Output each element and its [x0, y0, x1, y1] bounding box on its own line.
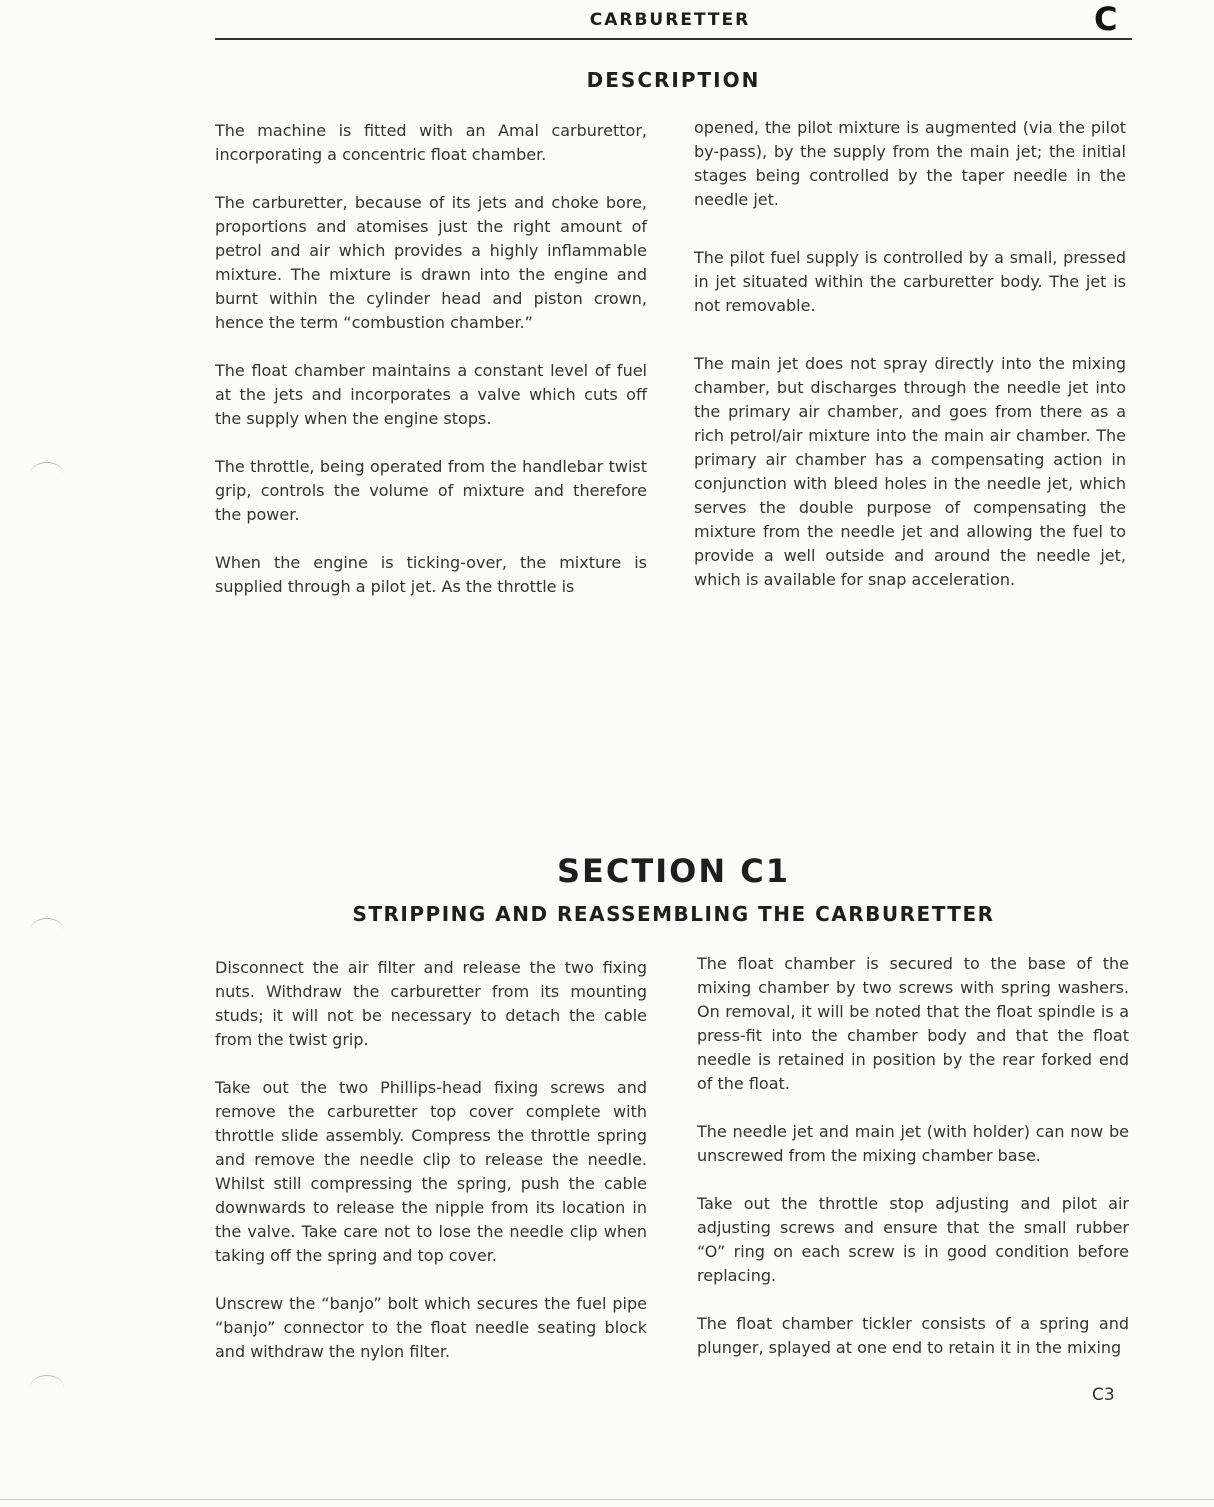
paragraph: Take out the throttle stop adjusting and pilot air adjusting screws and ensure that the small rubber “O” ring on each screw is in good condition before replacing. — [697, 1194, 1129, 1285]
paragraph: The throttle, being operated from the handlebar twist grip, controls the volume of mixture and therefore the power. — [215, 457, 647, 524]
paragraph: Disconnect the air filter and release the two fixing nuts. Withdraw the carburetter from its mounting studs; it will not be necessary to detach the cable from the twist grip. — [215, 958, 647, 1049]
section-letter-tab: C — [1094, 0, 1118, 38]
paragraph: opened, the pilot mixture is augmented (via the pilot by-pass), by the supply from the main jet; the initial stages being controlled by the taper needle in the needle jet. — [694, 118, 1126, 209]
paragraph: The pilot fuel supply is controlled by a small, pressed in jet situated within the carburetter body. The jet is not removable. — [694, 248, 1126, 315]
paragraph: Unscrew the “banjo” bolt which secures the fuel pipe “banjo” connector to the float needle seating block and withdraw the nylon filter. — [215, 1294, 647, 1361]
description-heading: DESCRIPTION — [586, 68, 761, 92]
running-header-title: CARBURETTER — [589, 10, 751, 30]
stripping-left-column — [215, 956, 647, 1388]
paragraph: The float chamber tickler consists of a spring and plunger, splayed at one end to retain it in the mixing — [697, 1314, 1129, 1357]
binder-hole-mark — [30, 918, 64, 943]
binder-hole-mark — [30, 1375, 64, 1400]
page-number: C3 — [1092, 1385, 1115, 1405]
page-bottom-edge — [0, 1499, 1214, 1500]
binder-hole-mark — [30, 462, 64, 487]
paragraph: The needle jet and main jet (with holder) can now be unscrewed from the mixing chamber base. — [697, 1122, 1129, 1165]
paragraph: The float chamber is secured to the base of the mixing chamber by two screws with spring washers. On removal, it will be noted that the float spindle is a press-fit into the chamber body and that the float needle is retained in position by the rear forked end of the float. — [697, 954, 1129, 1093]
paragraph: The main jet does not spray directly into the mixing chamber, but discharges through the needle jet into the primary air chamber, and goes from there as a rich petrol/air mixture into the main air chamber. The primary air chamber has a compensating action in conjunction with bleed holes in the needle jet, which serves the double purpose of compensating the mixture from the needle jet and allowing the fuel to provide a well outside and around the needle jet, which is available for snap acceleration. — [694, 354, 1126, 589]
description-right-column — [694, 116, 1126, 616]
section-heading: SECTION C1 — [557, 852, 790, 890]
paragraph: When the engine is ticking-over, the mixture is supplied through a pilot jet. As the throttle is — [215, 553, 647, 596]
paragraph: The carburetter, because of its jets and choke bore, proportions and atomises just the right amount of petrol and air which provides a highly inflammable mixture. The mixture is drawn into the engine and burnt within the cylinder head and piston crown, hence the term “combustion chamber.” — [215, 193, 647, 332]
section-subheading: STRIPPING AND REASSEMBLING THE CARBURETTER — [352, 902, 995, 926]
paragraph: The float chamber maintains a constant level of fuel at the jets and incorporates a valve which cuts off the supply when the engine stops. — [215, 361, 647, 428]
paragraph: Take out the two Phillips-head fixing screws and remove the carburetter top cover complete with throttle slide assembly. Compress the throttle spring and remove the needle clip to release the needle. Whilst still compressing the spring, push the cable downwards to release the nipple from its location in the valve. Take care not to lose the needle clip when taking off the spring and top cover. — [215, 1078, 647, 1265]
header-divider — [215, 38, 1132, 40]
stripping-right-column — [697, 952, 1129, 1384]
paragraph: The machine is fitted with an Amal carburettor, incorporating a concentric float chamber. — [215, 121, 647, 164]
description-left-column — [215, 119, 647, 623]
